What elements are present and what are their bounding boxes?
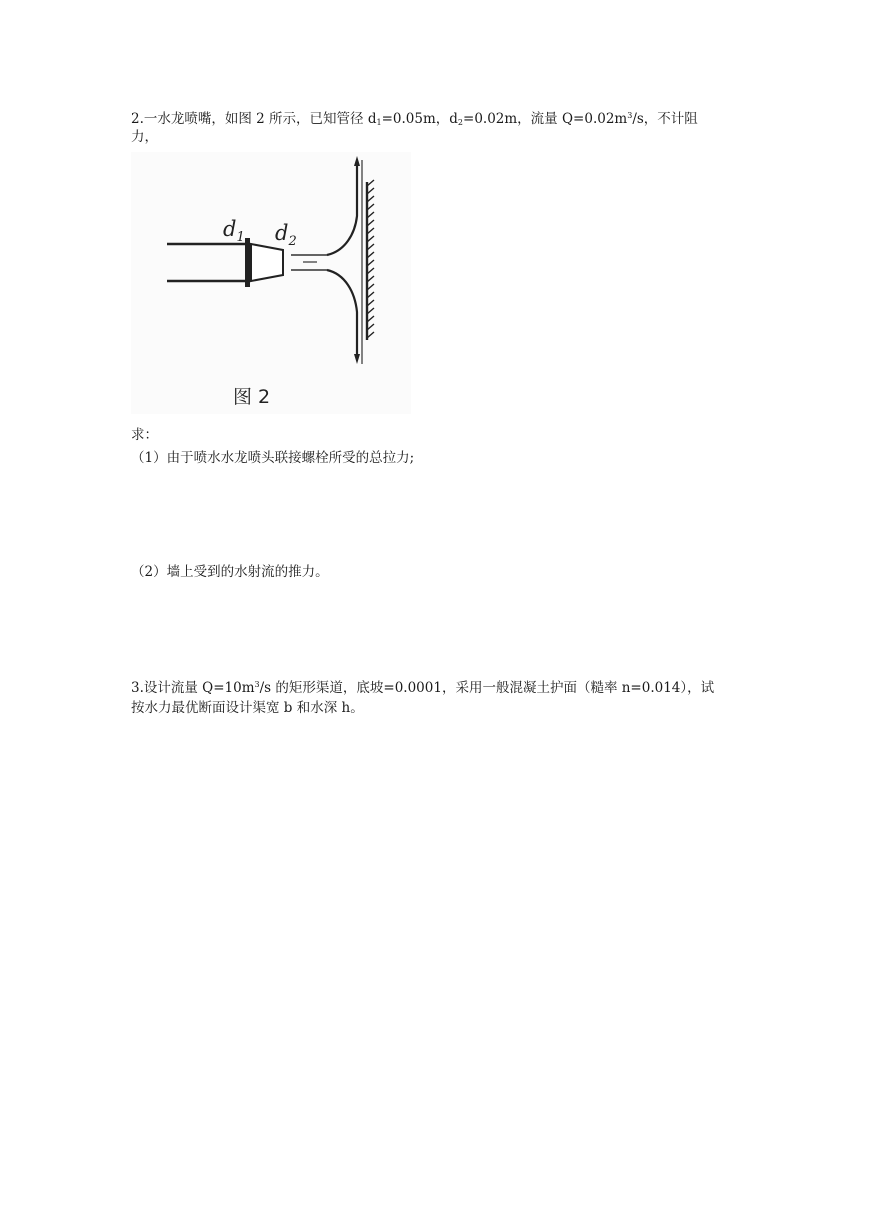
q2-text-mid1: =0.05m，d [381,111,458,127]
q2-text-mid2: =0.02m，流量 Q=0.02m [463,111,628,127]
q2-text-suffix: /s，不计阻 [632,111,698,127]
q3-statement-line2: 按水力最优断面设计渠宽 b 和水深 h。 [131,700,364,716]
flow-unit-superscript: 3 [627,111,633,120]
water-jet [291,156,362,364]
nozzle-shape [251,244,283,281]
q2-part1: （1）由于喷水水龙喷头联接螺栓所受的总拉力; [131,450,415,466]
wall-shape [367,180,374,340]
q3-text-prefix: 3.设计流量 Q=10m [131,680,255,696]
figure-2 [131,152,411,414]
q3-statement-line1 [131,676,714,697]
q2-part2: （2）墙上受到的水射流的推力。 [131,564,329,580]
pipe-shape [167,238,250,287]
q3-text-suffix: /s 的矩形渠道，底坡=0.0001，采用一般混凝土护面（糙率 n=0.014），试 [259,680,715,696]
d2-subscript: 2 [457,118,464,127]
q3-flow-unit-superscript: 3 [254,680,260,689]
figure-caption: 图 2 [233,386,271,408]
q2-text-prefix: 2.一水龙喷嘴，如图 2 所示，已知管径 d [131,111,377,127]
d1-subscript: 1 [376,118,382,127]
q2-statement-line2: 力， [131,129,158,145]
q2-ask-label: 求： [131,427,158,443]
d2-label: $d_2$ [275,221,297,249]
d1-label: $d_1$ [223,217,245,245]
nozzle-jet-diagram [131,152,411,414]
q2-statement-line1 [131,107,698,132]
